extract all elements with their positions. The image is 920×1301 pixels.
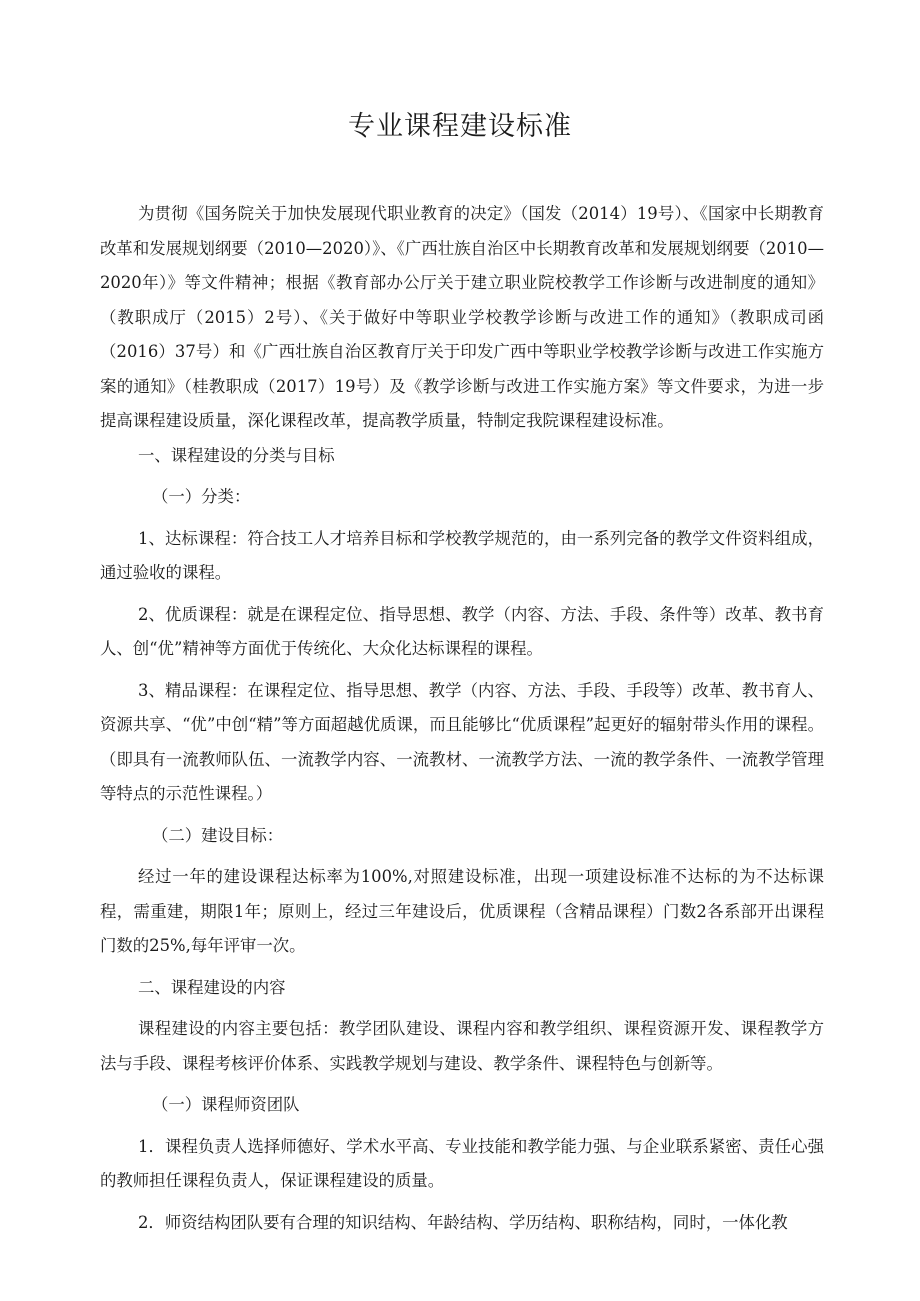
- section-heading-2: 二、课程建设的内容: [138, 977, 286, 997]
- intro-paragraph: 为贯彻《国务院关于加快发展现代职业教育的决定》（国发（2014）19号）、《国家中长期教育改革和发展规划纲要（2010—2020）》、《广西壮族自治区中长期教育改革和发展规划纲要（2010—2020年）》等文件精神；根据《教育部办公厅关于建立职业院校教学工作诊断与改进制度的通知》（教职成厅（2015）2号）、《关于做好中等职业学校教学诊断与改进工作的通知》（教职成司函（2016）37号）和《广西壮族自治区教育厅关于印发广西中等职业学校教学诊断与改进工作实施方案的通知》（桂教职成（2017）19号）及《教学诊断与改进工作实施方案》等文件要求，为进一步提高课程建设质量，深化课程改革，提高教学质量，特制定我院课程建设标准。: [100, 204, 824, 430]
- subsection-heading-classification: （一）分类：: [152, 487, 251, 506]
- document-title: 专业课程建设标准: [348, 111, 572, 142]
- subsection-heading-faculty: （一）课程师资团队: [152, 1095, 300, 1114]
- item-quality-course: 2、优质课程：就是在课程定位、指导思想、教学（内容、方法、手段、条件等）改革、教书育人、创“优”精神等方面优于传统化、大众化达标课程的课程。: [100, 604, 824, 658]
- item-faculty-structure: 2．师资结构团队要有合理的知识结构、年龄结构、学历结构、职称结构，同时，一体化教: [138, 1212, 788, 1232]
- goals-paragraph: 经过一年的建设课程达标率为100%,对照建设标准，出现一项建设标准不达标的为不达标课程，需重建，期限1年；原则上，经过三年建设后，优质课程（含精品课程）门数2各系部开出课程门数的25%,每年评审一次。: [100, 867, 824, 955]
- document-body: [100, 197, 824, 1240]
- item-premium-course: 3、精品课程：在课程定位、指导思想、教学（内容、方法、手段、手段等）改革、教书育人、资源共享、“优”中创“精”等方面超越优质课，而且能够比“优质课程”起更好的辐射带头作用的课程。（即具有一流教师队伍、一流教学内容、一流教材、一流教学方法、一流的教学条件、一流教学管理等特点的示范性课程。）: [100, 680, 824, 803]
- item-course-leader: 1．课程负责人选择师德好、学术水平高、专业技能和教学能力强、与企业联系紧密、责任心强的教师担任课程负责人，保证课程建设的质量。: [100, 1136, 824, 1190]
- subsection-heading-goals: （二）建设目标：: [152, 825, 284, 845]
- content-paragraph: 课程建设的内容主要包括：教学团队建设、课程内容和教学组织、课程资源开发、课程教学方法与手段、课程考核评价体系、实践教学规划与建设、教学条件、课程特色与创新等。: [100, 1019, 824, 1073]
- section-heading-1: 一、课程建设的分类与目标: [138, 445, 335, 465]
- item-standard-course: 1、达标课程：符合技工人才培养目标和学校教学规范的，由一系列完备的教学文件资料组成，通过验收的课程。: [100, 528, 824, 582]
